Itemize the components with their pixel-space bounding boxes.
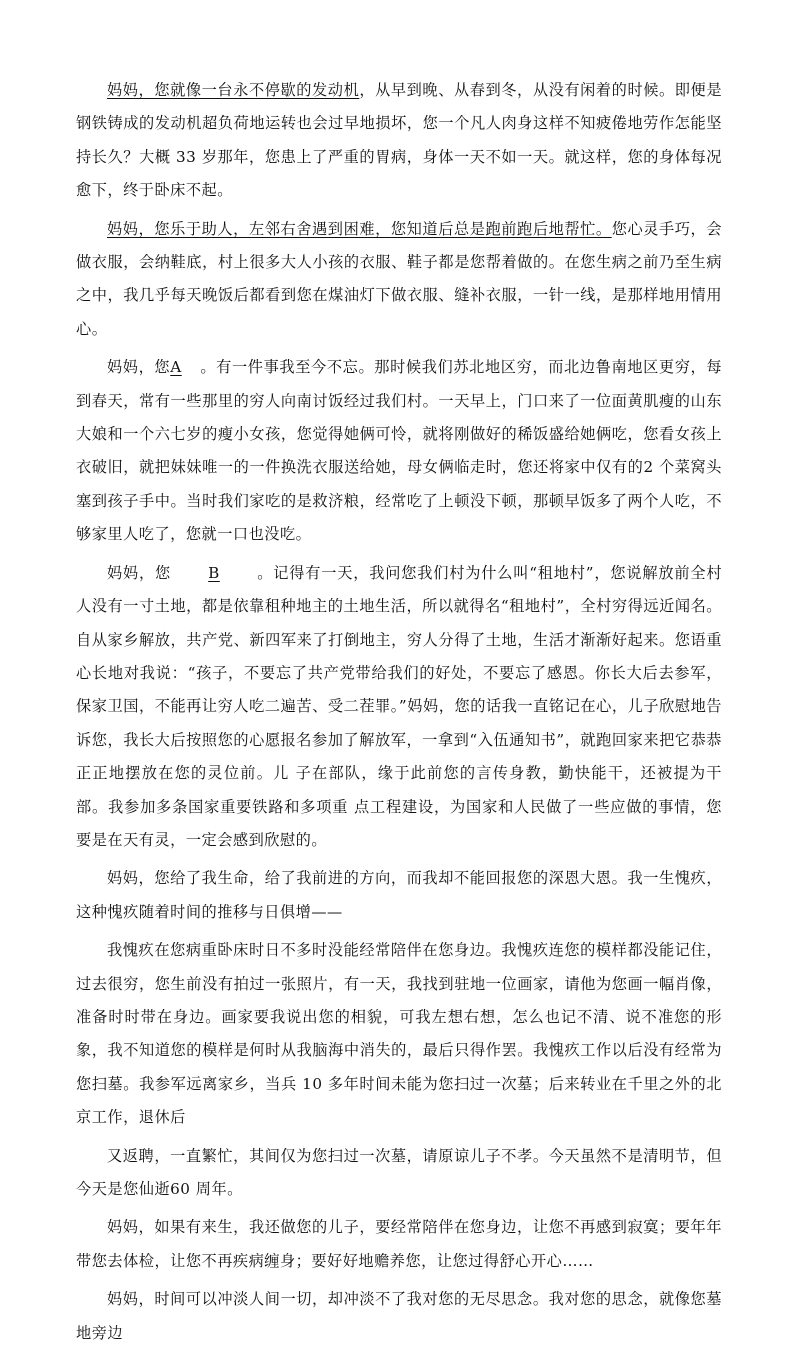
blank-a: A bbox=[170, 358, 182, 377]
paragraph-gratitude: 妈妈，您给了我生命，给了我前进的方向，而我却不能回报您的深恩大恩。我一生愧疚，这种愧疚随着时间的推移与日俱增—— bbox=[76, 869, 722, 921]
paragraph-anniversary: 又返聘，一直繁忙，其间仅为您扫过一次墓，请原谅儿子不孝。今天虽然不是清明节，但今天是您仙逝60 周年。 bbox=[76, 1146, 722, 1198]
paragraph-text: ，从早到晚、从春到冬，从没有闲着的时候。即便是钢铁铸成的发动机超负荷地运转也会过早地损坏，您一个凡人肉身这样不知疲倦地劳作怎能坚持长久？大概 33 岁那年，您患上了严重的胃病，身体一天不如一天。就这样，您的身体每况愈下，终于卧床不起。 bbox=[76, 81, 723, 200]
paragraph-text: 。记得有一天，我问您我们村为什么叫“租地村”，您说解放前全村人没有一寸土地，都是依靠租种地主的土地生活，所以就得名“租地村”，全村穷得远近闻名。自从家乡解放，共产党、新四军来了打倒地主，穷人分得了土地，生活才渐渐好起来。您语重心长地对我说：“孩子，不要忘了共产党带给我们的好处，不要忘了感恩。你长大后去参军，保家卫国，不能再让穷人吃二遍苦、受二茬罪。”妈妈，您的话我一直铭记在心，儿子欣慰地告诉您，我长大后按照您的心愿报名参加了解放军，一拿到“入伍通知书”，就跑回家来把它恭恭正正地摆放在您的灵位前。儿 子在部队，缘于此前您的言传身教，勤快能干，还被提为干部。我参加多条国家重要铁路和多项重 点工程建设，为国家和人民做了一些应做的事情，您要是在天有灵，一定会感到欣慰的。 bbox=[76, 563, 723, 849]
paragraph-engine bbox=[76, 74, 722, 208]
paragraph-next-life: 妈妈，如果有来生，我还做您的儿子，要经常陪伴在您身边，让您不再感到寂寞；要年年带您去体检，让您不再疾病缠身；要好好地赡养您，让您过得舒心开心…… bbox=[76, 1218, 722, 1270]
paragraph-text: 。有一件事我至今不忘。那时候我们苏北地区穷，而北边鲁南地区更穷，每到春天，常有一些那里的穷人向南讨饭经过我们村。一天早上，门口来了一位面黄肌瘦的山东大娘和一个六七岁的瘦小女孩，您觉得她俩可怜，就将刚做好的稀饭盛给她俩吃，您看女孩上衣破旧，就把妹妹唯一的一件换洗衣服送给她，母女俩临走时，您还将家中仅有的2 个菜窝头塞到孩子手中。当时我们家吃的是救济粮，经常吃了上顿没下顿，那顿早饭多了两个人吃，不够家里人吃了，您就一口也没吃。 bbox=[76, 358, 723, 544]
paragraph-helpful bbox=[76, 213, 722, 347]
paragraph-regret: 我愧疚在您病重卧床时日不多时没能经常陪伴在您身边。我愧疚连您的模样都没能记住，过去很穷，您生前没有拍过一张照片，有一天，我找到驻地一位画家，请他为您画一幅肖像，准备时时带在身边。画家要我说出您的相貌，可我左想右想，怎么也记不清、说不准您的形象，我不知道您的模样是何时从我脑海中消失的，最后只得作罢。我愧疚工作以后没有经常为您扫墓。我参军远离家乡，当兵 10 多年时间未能为您扫过一次墓；后来转业在千里之外的北京工作，退休后 bbox=[76, 941, 722, 1127]
paragraph-blank-a bbox=[76, 351, 722, 551]
blank-b: B bbox=[208, 563, 220, 582]
underlined-sentence: 妈妈，您就像一台永不停歇的发动机 bbox=[107, 81, 360, 99]
paragraph-blank-b bbox=[76, 557, 722, 858]
paragraph-lead: 妈妈，您 bbox=[107, 358, 171, 377]
paragraph-longing: 妈妈，时间可以冲淡人间一切，却冲淡不了我对您的无尽思念。我对您的思念，就像您墓地旁边 bbox=[76, 1290, 722, 1342]
document-body bbox=[76, 74, 722, 1355]
underlined-sentence: 妈妈，您乐于助人，左邻右舍遇到困难，您知道后总是跑前跑后地帮忙。 bbox=[107, 219, 612, 238]
paragraph-lead: 妈妈，您 bbox=[107, 563, 171, 582]
paragraph-text: 您心灵手巧，会做衣服，会纳鞋底，村上很多大人小孩的衣服、鞋子都是您帮着做的。在您生病之前乃至生病之中，我几乎每天晚饭后都看到您在煤油灯下做衣服、缝补衣服，一针一线，是那样地用情用心。 bbox=[76, 219, 723, 338]
